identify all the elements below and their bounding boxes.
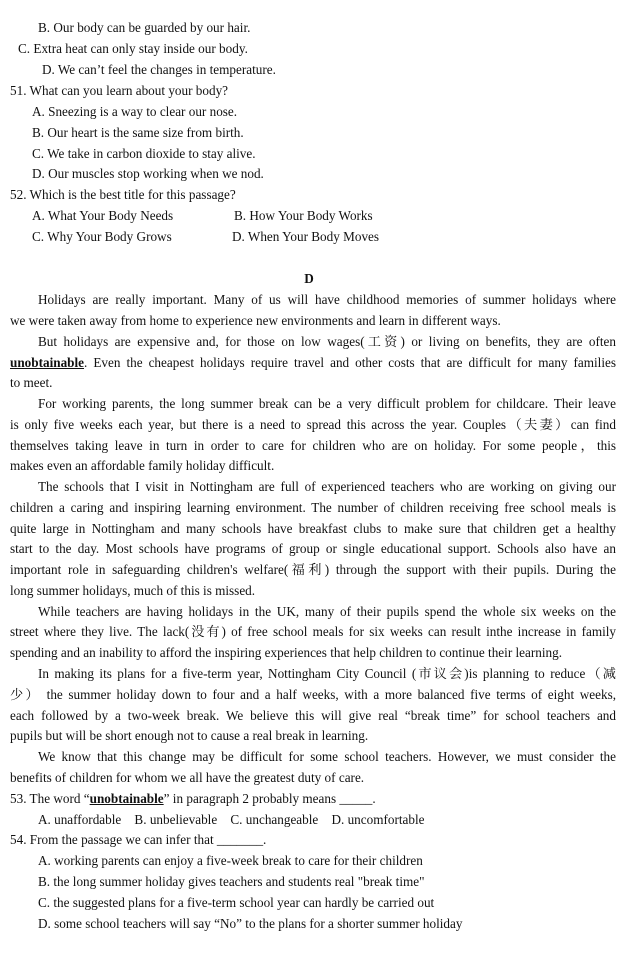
q52-row-ab (32, 208, 612, 224)
q50-option-c: C. Extra heat can only stay inside our body. (18, 41, 248, 56)
p1-line-2: we were taken away from home to experience new environments and learn in different ways. (10, 313, 501, 328)
q52-option-a: A. What Your Body Needs (32, 208, 174, 223)
p2-line-3: to meet. (10, 375, 53, 390)
q51-option-d: D. Our muscles stop working when we nod. (32, 166, 264, 181)
q51-option-a: A. Sneezing is a way to clear our nose. (32, 104, 238, 119)
p7-line-1: We know that this change may be difficult for some school teachers. However, we must consider the (38, 749, 616, 764)
p6-line-3: each followed by a two-week break. We believe this will give real “break time” for school teachers and (10, 708, 616, 723)
p4-line-5: important role in safeguarding children's welfare(福利) through the support with their pupils. During the (10, 562, 616, 577)
p5-line-2: street where they live. The lack(没有) of free school meals for six weeks can result inthe increase in family (10, 624, 616, 639)
p4-line-4: start to the day. Most schools have programs of group or single educational support. Schools also have an (10, 541, 616, 556)
p3-line-4: makes even an affordable family holiday difficult. (10, 458, 275, 473)
p3-line-2: is only five weeks each year, but there is a need to spread this across the year. Couples（夫妻）can find (10, 417, 616, 432)
q53-blank: _____ (339, 791, 373, 806)
unobtainable-word: unobtainable (10, 355, 85, 370)
p6-line-4: pupils but will be short enough not to cause a real break in learning. (10, 728, 369, 743)
p2-line-2 (10, 355, 616, 371)
q54-option-d: D. some school teachers will say “No” to the plans for a shorter summer holiday (38, 916, 463, 931)
p4-line-1: The schools that I visit in Nottingham are full of experienced teachers who are working on giving our (38, 479, 616, 494)
q50-option-d: D. We can’t feel the changes in temperature. (42, 62, 276, 77)
q52-option-d: D. When Your Body Moves (232, 229, 380, 244)
q54-option-c: C. the suggested plans for a five-term school year can hardly be carried out (38, 895, 435, 910)
q52-option-b: B. How Your Body Works (234, 208, 373, 223)
q53-stem (10, 791, 376, 807)
p1-line-1: Holidays are really important. Many of us will have childhood memories of summer holidays where (38, 292, 616, 307)
q54-option-a: A. working parents can enjoy a five-week break to care for their children (38, 853, 423, 868)
p3-line-3: themselves taking leave in turn in order to care for children who are on holiday. For some people，this (10, 438, 616, 453)
p2-line-2-rest: . Even the cheapest holidays require travel and other costs that are difficult for many families (84, 355, 616, 370)
q54-option-b: B. the long summer holiday gives teachers and students real "break time" (38, 874, 425, 889)
q52-option-c: C. Why Your Body Grows (32, 229, 172, 244)
q51-option-b: B. Our heart is the same size from birth. (32, 125, 244, 140)
p2-line-1: But holidays are expensive and, for those on low wages(工资) or living on benefits, they are often (38, 334, 616, 349)
p3-line-1: For working parents, the long summer break can be a very difficult problem for childcare. Their leave (38, 396, 616, 411)
p6-line-1: In making its plans for a five-term year, Nottingham City Council (市议会)is planning to reduce（减 (38, 666, 616, 681)
q54-stem: 54. From the passage we can infer that _______. (10, 832, 267, 847)
p4-line-3: quite large in Nottingham and many schools have breakfast clubs to make sure that children get a healthy (10, 521, 616, 536)
q53-stem-pre: 53. The word “ (10, 791, 90, 806)
q51-option-c: C. We take in carbon dioxide to stay alive. (32, 146, 256, 161)
p6-line-2: 少） the summer holiday down to four and a half weeks, with a more balanced five terms of eight weeks, (10, 687, 616, 702)
q50-option-b: B. Our body can be guarded by our hair. (38, 20, 251, 35)
q53-stem-post: ” in paragraph 2 probably means (163, 791, 340, 806)
passage-heading: D (304, 271, 314, 286)
p5-line-1: While teachers are having holidays in the UK, many of their pupils spend the whole six weeks on the (38, 604, 616, 619)
q52-stem: 52. Which is the best title for this passage? (10, 187, 236, 202)
q51-stem: 51. What can you learn about your body? (10, 83, 229, 98)
q53-stem-end: . (372, 791, 376, 806)
q52-row-cd (32, 229, 612, 245)
p4-line-2: children a caring and inspiring learning environment. The number of children receiving free school meals is (10, 500, 616, 515)
p7-line-2: benefits of children for whom we all have the greatest duty of care. (10, 770, 365, 785)
q53-word: unobtainable (89, 791, 164, 806)
p4-line-6: long summer holidays, much of this is missed. (10, 583, 256, 598)
p5-line-3: spending and an inability to afford the inspiring experiences that help children to continue their learning. (10, 645, 563, 660)
q53-options: A. unaffordable B. unbelievable C. unchangeable D. uncomfortable (38, 812, 425, 827)
